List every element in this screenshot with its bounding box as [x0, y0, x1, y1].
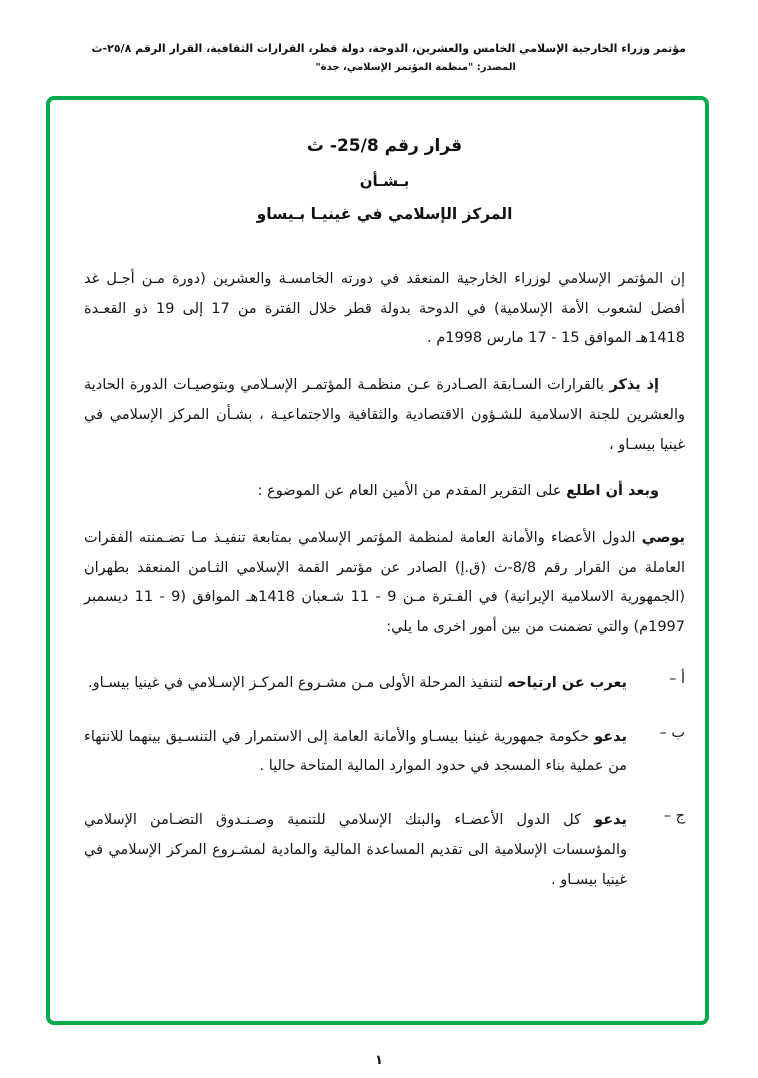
item-b-text-block	[84, 723, 627, 782]
item-b-letter: ب –	[659, 724, 685, 741]
list-item-c	[84, 806, 685, 895]
list-item-b	[84, 723, 685, 782]
title-block	[84, 136, 685, 223]
item-c-letter: ج –	[663, 808, 685, 825]
document-frame	[46, 96, 709, 1025]
paragraph-having-reviewed-text: على التقرير المقدم من الأمين العام عن الموضوع :	[257, 483, 567, 500]
item-c-lead: يدعو	[594, 812, 627, 829]
paragraph-recommends-lead: يوصي	[641, 530, 685, 547]
item-b-lead: يدعو	[594, 728, 627, 745]
paragraph-recommends-text: الدول الأعضاء والأمانة العامة لمنظمة المؤتمر الإسلامي بمتابعة تنفيـذ مـا تضـمنته الفقرات العاملة من القرار رقم 8/8-ث (ق.إ) الصادر عن مؤتمر القمة الإسلامي الثـامن المنعقد بطهران (الجمهورية الاسلامية الإيرانية) في الفـترة مـن 9 - 11 شـعبان 1418هـ الموافق (9 - 11 ديسمبر 1997م) والتي تضمنت من بين أمور اخرى ما يلي:	[84, 530, 686, 636]
paragraph-recalling	[84, 371, 685, 460]
title-subject: المركز الإسلامي في غينيـا بـيساو	[256, 205, 513, 223]
paragraph-recalling-text: بالقرارات السـابقة الصـادرة عـن منظمـة المؤتمـر الإسـلامي وبتوصيـات الدورة الحادية والعشرين للجنة الاسلامية للشـؤون الاقتصادية والثقافية والاجتماعيـة ، بشـأن المركز الإسلامي في غينيا بيسـاو ،	[84, 377, 685, 453]
page-number: ١	[375, 1053, 383, 1068]
paragraph-recommends	[84, 524, 685, 643]
header-source: المصدر: "منظمة المؤتمر الإسلامي، جدة"	[315, 62, 516, 73]
header-citation: مؤتمر وزراء الخارجية الإسلامي الخامس والعشرين، الدوحة، دولة قطر، القرارات الثقافية، القرار الرقم ٢٥/٨-ث	[91, 42, 686, 55]
item-c-text-block	[84, 806, 627, 895]
item-a-text-block	[84, 669, 627, 699]
paragraph-having-reviewed	[84, 477, 685, 507]
operative-list	[84, 669, 685, 895]
paragraph-preamble-text: إن المؤتمر الإسلامي لوزراء الخارجية المنعقد في دورته الخامسـة والعشرين (دورة مـن أجـل غد أفضل لشعوب الأمة الإسلامية) في الدوحة بدولة قطر خلال الفترة من 17 إلى 19 ذو القعـدة 1418هـ الموافق 15 - 17 مارس 1998م .	[84, 271, 685, 347]
list-item-a	[84, 669, 685, 699]
paragraph-preamble	[84, 265, 685, 354]
resolution-number-title: قرار رقم 25/8- ث	[306, 136, 463, 156]
title-regarding: بـشـأن	[359, 172, 410, 190]
paragraph-recalling-lead: إذ يذكر	[609, 377, 659, 394]
item-a-text: لتنفيذ المرحلة الأولى مـن مشـروع المركـز الإسـلامي في غينيا بيسـاو.	[87, 674, 508, 691]
item-b-text: حكومة جمهورية غينيا بيسـاو والأمانة العامة إلى الاستمرار في التنسـيق بينهما للانتهاء من عملية بناء المسجد في حدود الموارد المالية المتاحة حاليا .	[84, 728, 627, 775]
paragraph-having-reviewed-lead: وبعد أن اطلع	[566, 483, 659, 500]
item-a-letter: أ –	[669, 670, 685, 687]
item-c-text: كل الدول الأعضـاء والبنك الإسلامي للتنمية وصـنـدوق التضـامن الإسلامي والمؤسسات الإسلامية الى تقديم المساعدة المالية والمادية لمشـروع المركز الإسلامي في غينيا بيسـاو .	[84, 812, 627, 888]
page-header	[70, 42, 686, 73]
item-a-lead: يعرب عن ارتياحه	[507, 674, 627, 691]
